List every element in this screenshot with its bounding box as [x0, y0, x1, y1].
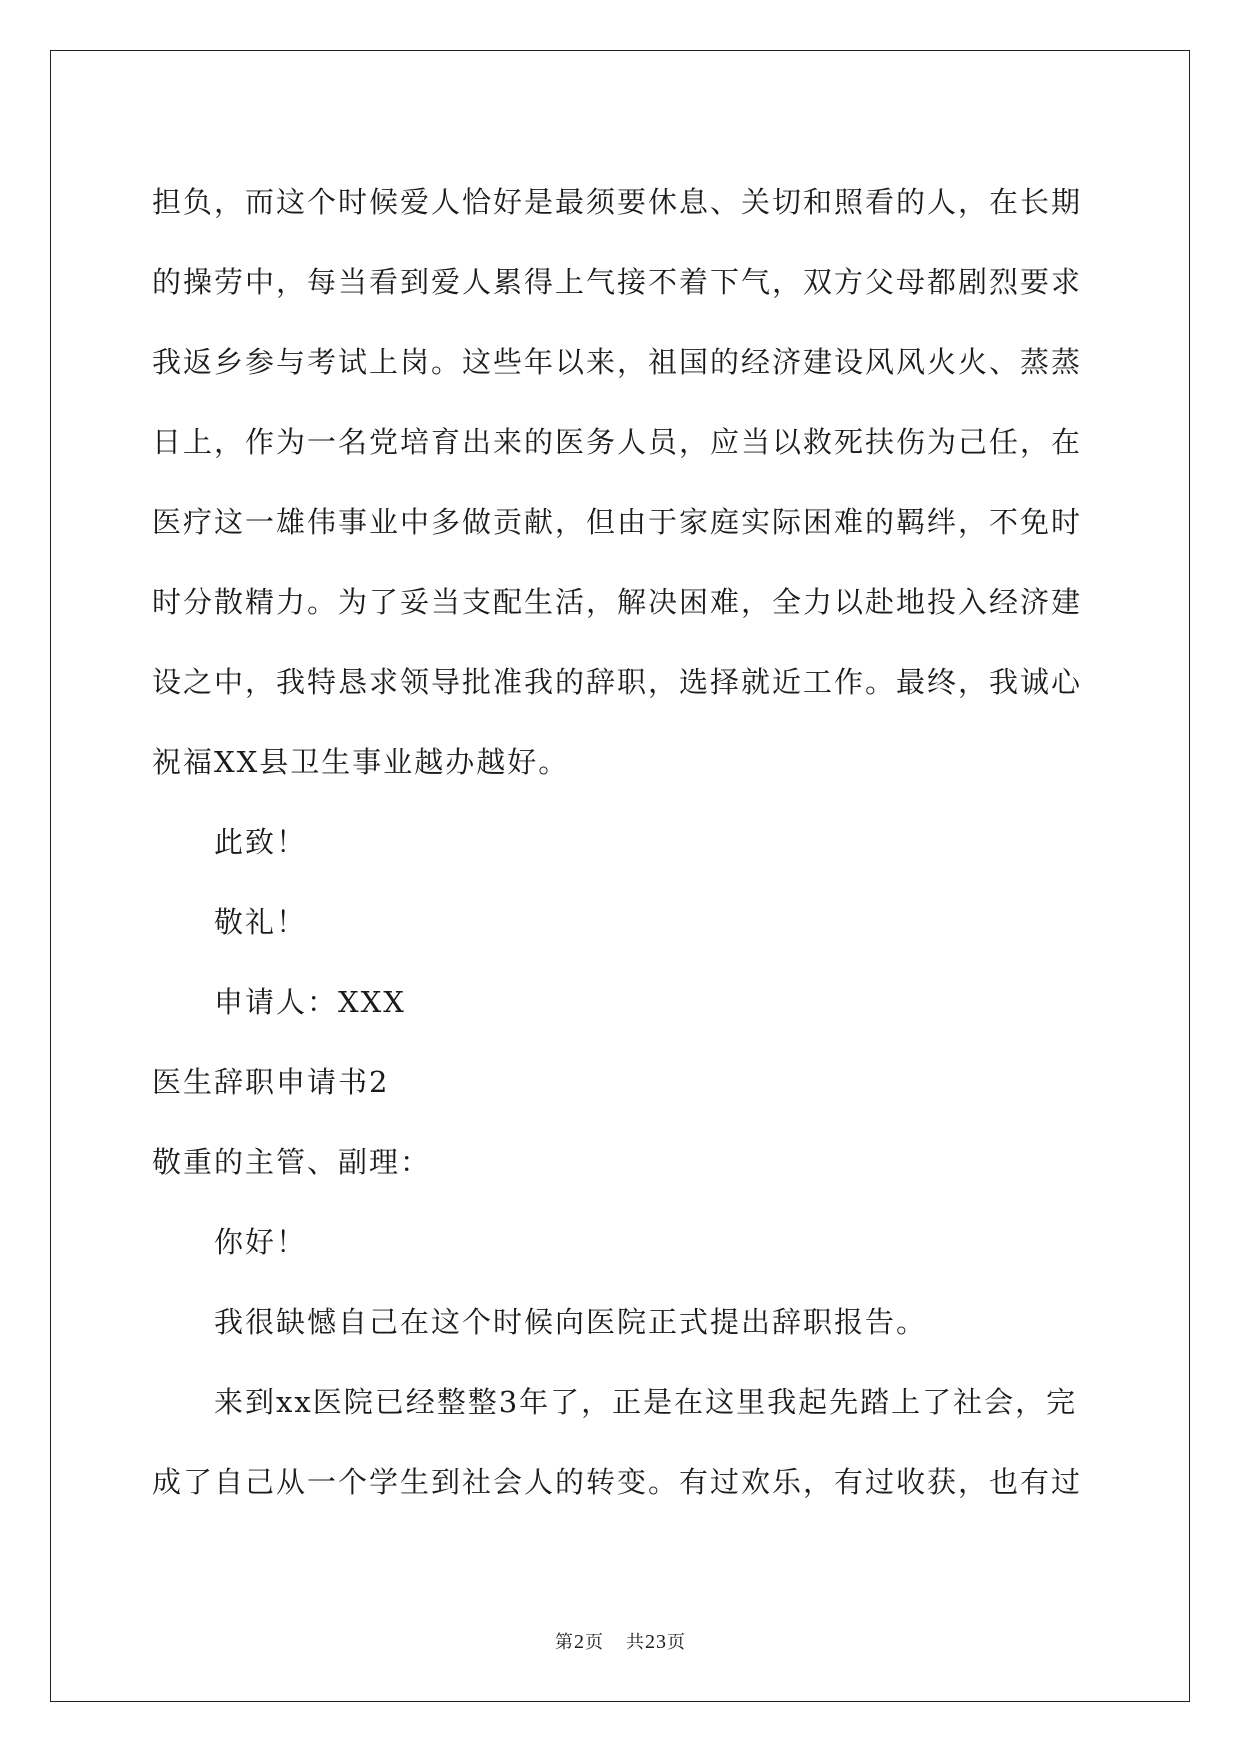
- text-line: 医疗这一雄伟事业中多做贡献，但由于家庭实际困难的羁绊，不免时: [152, 505, 1083, 539]
- total-prefix: 共: [626, 1632, 645, 1653]
- text-line: 的操劳中，每当看到爱人累得上气接不着下气，双方父母都剧烈要求: [152, 265, 1083, 299]
- text-line: 我很缺憾自己在这个时候向医院正式提出辞职报告。: [214, 1305, 928, 1339]
- letter-salutation: 敬重的主管、副理：: [152, 1145, 432, 1179]
- page-number: 2: [574, 1631, 585, 1653]
- text-line: 担负，而这个时候爱人恰好是最须要休息、关切和照看的人，在长期: [152, 185, 1083, 219]
- text-line: 成了自己从一个学生到社会人的转变。有过欢乐，有过收获，也有过: [152, 1465, 1083, 1499]
- text-line: 时分散精力。为了妥当支配生活，解决困难，全力以赴地投入经济建: [152, 585, 1083, 619]
- closing-salutation: 此致！: [214, 825, 308, 859]
- closing-regards: 敬礼！: [214, 905, 308, 939]
- total-pages: 23: [645, 1631, 667, 1653]
- applicant-signature: 申请人：XXX: [214, 985, 406, 1019]
- text-line: 来到xx医院已经整整3年了，正是在这里我起先踏上了社会，完: [214, 1385, 1078, 1419]
- greeting: 你好！: [214, 1225, 308, 1259]
- page-suffix: 页: [585, 1632, 604, 1653]
- page-footer: [0, 1628, 1241, 1654]
- text-line: 祝福XX县卫生事业越办越好。: [152, 745, 570, 779]
- text-line: 我返乡参与考试上岗。这些年以来，祖国的经济建设风风火火、蒸蒸: [152, 345, 1083, 379]
- section-heading: 医生辞职申请书2: [152, 1065, 390, 1099]
- page-prefix: 第: [555, 1632, 574, 1653]
- total-suffix: 页: [667, 1632, 686, 1653]
- document-body: [152, 162, 1092, 1522]
- text-line: 设之中，我特恳求领导批准我的辞职，选择就近工作。最终，我诚心: [152, 665, 1083, 699]
- text-line: 日上，作为一名党培育出来的医务人员，应当以救死扶伤为己任，在: [152, 425, 1083, 459]
